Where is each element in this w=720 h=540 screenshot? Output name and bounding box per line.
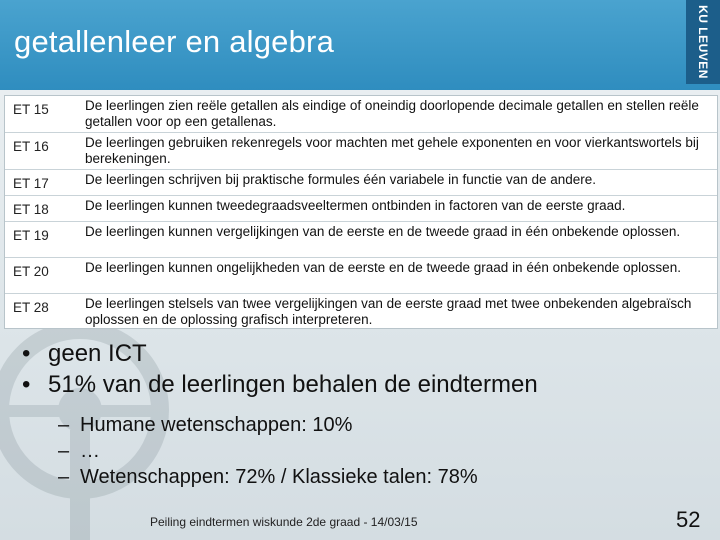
row-text: De leerlingen stelsels van twee vergelijkingen van de eerste graad met twee onbekenden algebraïsch oplossen en de oplossing grafisch interpreteren. bbox=[85, 296, 692, 327]
footer-text: Peiling eindtermen wiskunde 2de graad - 14/03/15 bbox=[150, 515, 418, 529]
sub-bullet-list bbox=[58, 412, 682, 490]
row-text: De leerlingen kunnen vergelijkingen van de eerste en de tweede graad in één onbekende oplossen. bbox=[81, 222, 717, 258]
row-code: ET 18 bbox=[5, 196, 81, 222]
ku-leuven-logo bbox=[686, 0, 720, 84]
eindtermen-table bbox=[4, 95, 718, 329]
logo-text: KU LEUVEN bbox=[696, 5, 710, 79]
sub-bullet-text: Humane wetenschappen: 10% bbox=[80, 414, 353, 436]
bullet-list bbox=[22, 338, 682, 490]
table-row bbox=[5, 196, 717, 222]
table-row bbox=[5, 133, 717, 170]
page-title: getallenleer en algebra bbox=[14, 24, 335, 59]
bullet-item bbox=[22, 338, 682, 369]
row-text: De leerlingen gebruiken rekenregels voor machten met gehele exponenten en voor vierkantswortels bij berekeningen. bbox=[81, 133, 717, 170]
header-bar bbox=[0, 0, 720, 90]
sub-bullet-item bbox=[58, 412, 682, 438]
bullet-marker: • bbox=[22, 340, 31, 367]
bullet-text: geen ICT bbox=[48, 340, 147, 367]
table-row bbox=[5, 294, 717, 331]
bullet-marker: • bbox=[22, 371, 31, 398]
row-text: De leerlingen zien reële getallen als eindige of oneindig doorlopende decimale getallen en stellen reële getallen voor op een getallenas. bbox=[81, 96, 717, 133]
dash-marker: – bbox=[58, 414, 70, 436]
row-code: ET 20 bbox=[5, 258, 81, 294]
bullet-item bbox=[22, 369, 682, 400]
dash-marker: – bbox=[58, 440, 70, 462]
bullet-text: 51% van de leerlingen behalen de eindtermen bbox=[48, 371, 538, 398]
row-code: ET 15 bbox=[5, 96, 81, 133]
row-code: ET 28 bbox=[13, 300, 49, 315]
row-code: ET 19 bbox=[5, 222, 81, 258]
table-row bbox=[5, 96, 717, 133]
dash-marker: – bbox=[58, 466, 70, 488]
row-code: ET 17 bbox=[5, 170, 81, 196]
table-row bbox=[5, 258, 717, 294]
table-row bbox=[5, 170, 717, 196]
page-number: 52 bbox=[676, 507, 701, 532]
sub-bullet-text: Wetenschappen: 72% / Klassieke talen: 78% bbox=[80, 466, 478, 488]
table-row bbox=[5, 222, 717, 258]
sub-bullet-item bbox=[58, 464, 682, 490]
row-text: De leerlingen kunnen tweedegraadsveeltermen ontbinden in factoren van de eerste graad. bbox=[81, 196, 717, 222]
sub-bullet-item bbox=[58, 438, 682, 464]
row-code: ET 16 bbox=[5, 133, 81, 170]
sub-bullet-text: … bbox=[80, 440, 100, 462]
row-text: De leerlingen schrijven bij praktische formules één variabele in functie van de andere. bbox=[81, 170, 717, 196]
row-text: De leerlingen kunnen ongelijkheden van de eerste en de tweede graad in één onbekende oplossen. bbox=[81, 258, 717, 294]
